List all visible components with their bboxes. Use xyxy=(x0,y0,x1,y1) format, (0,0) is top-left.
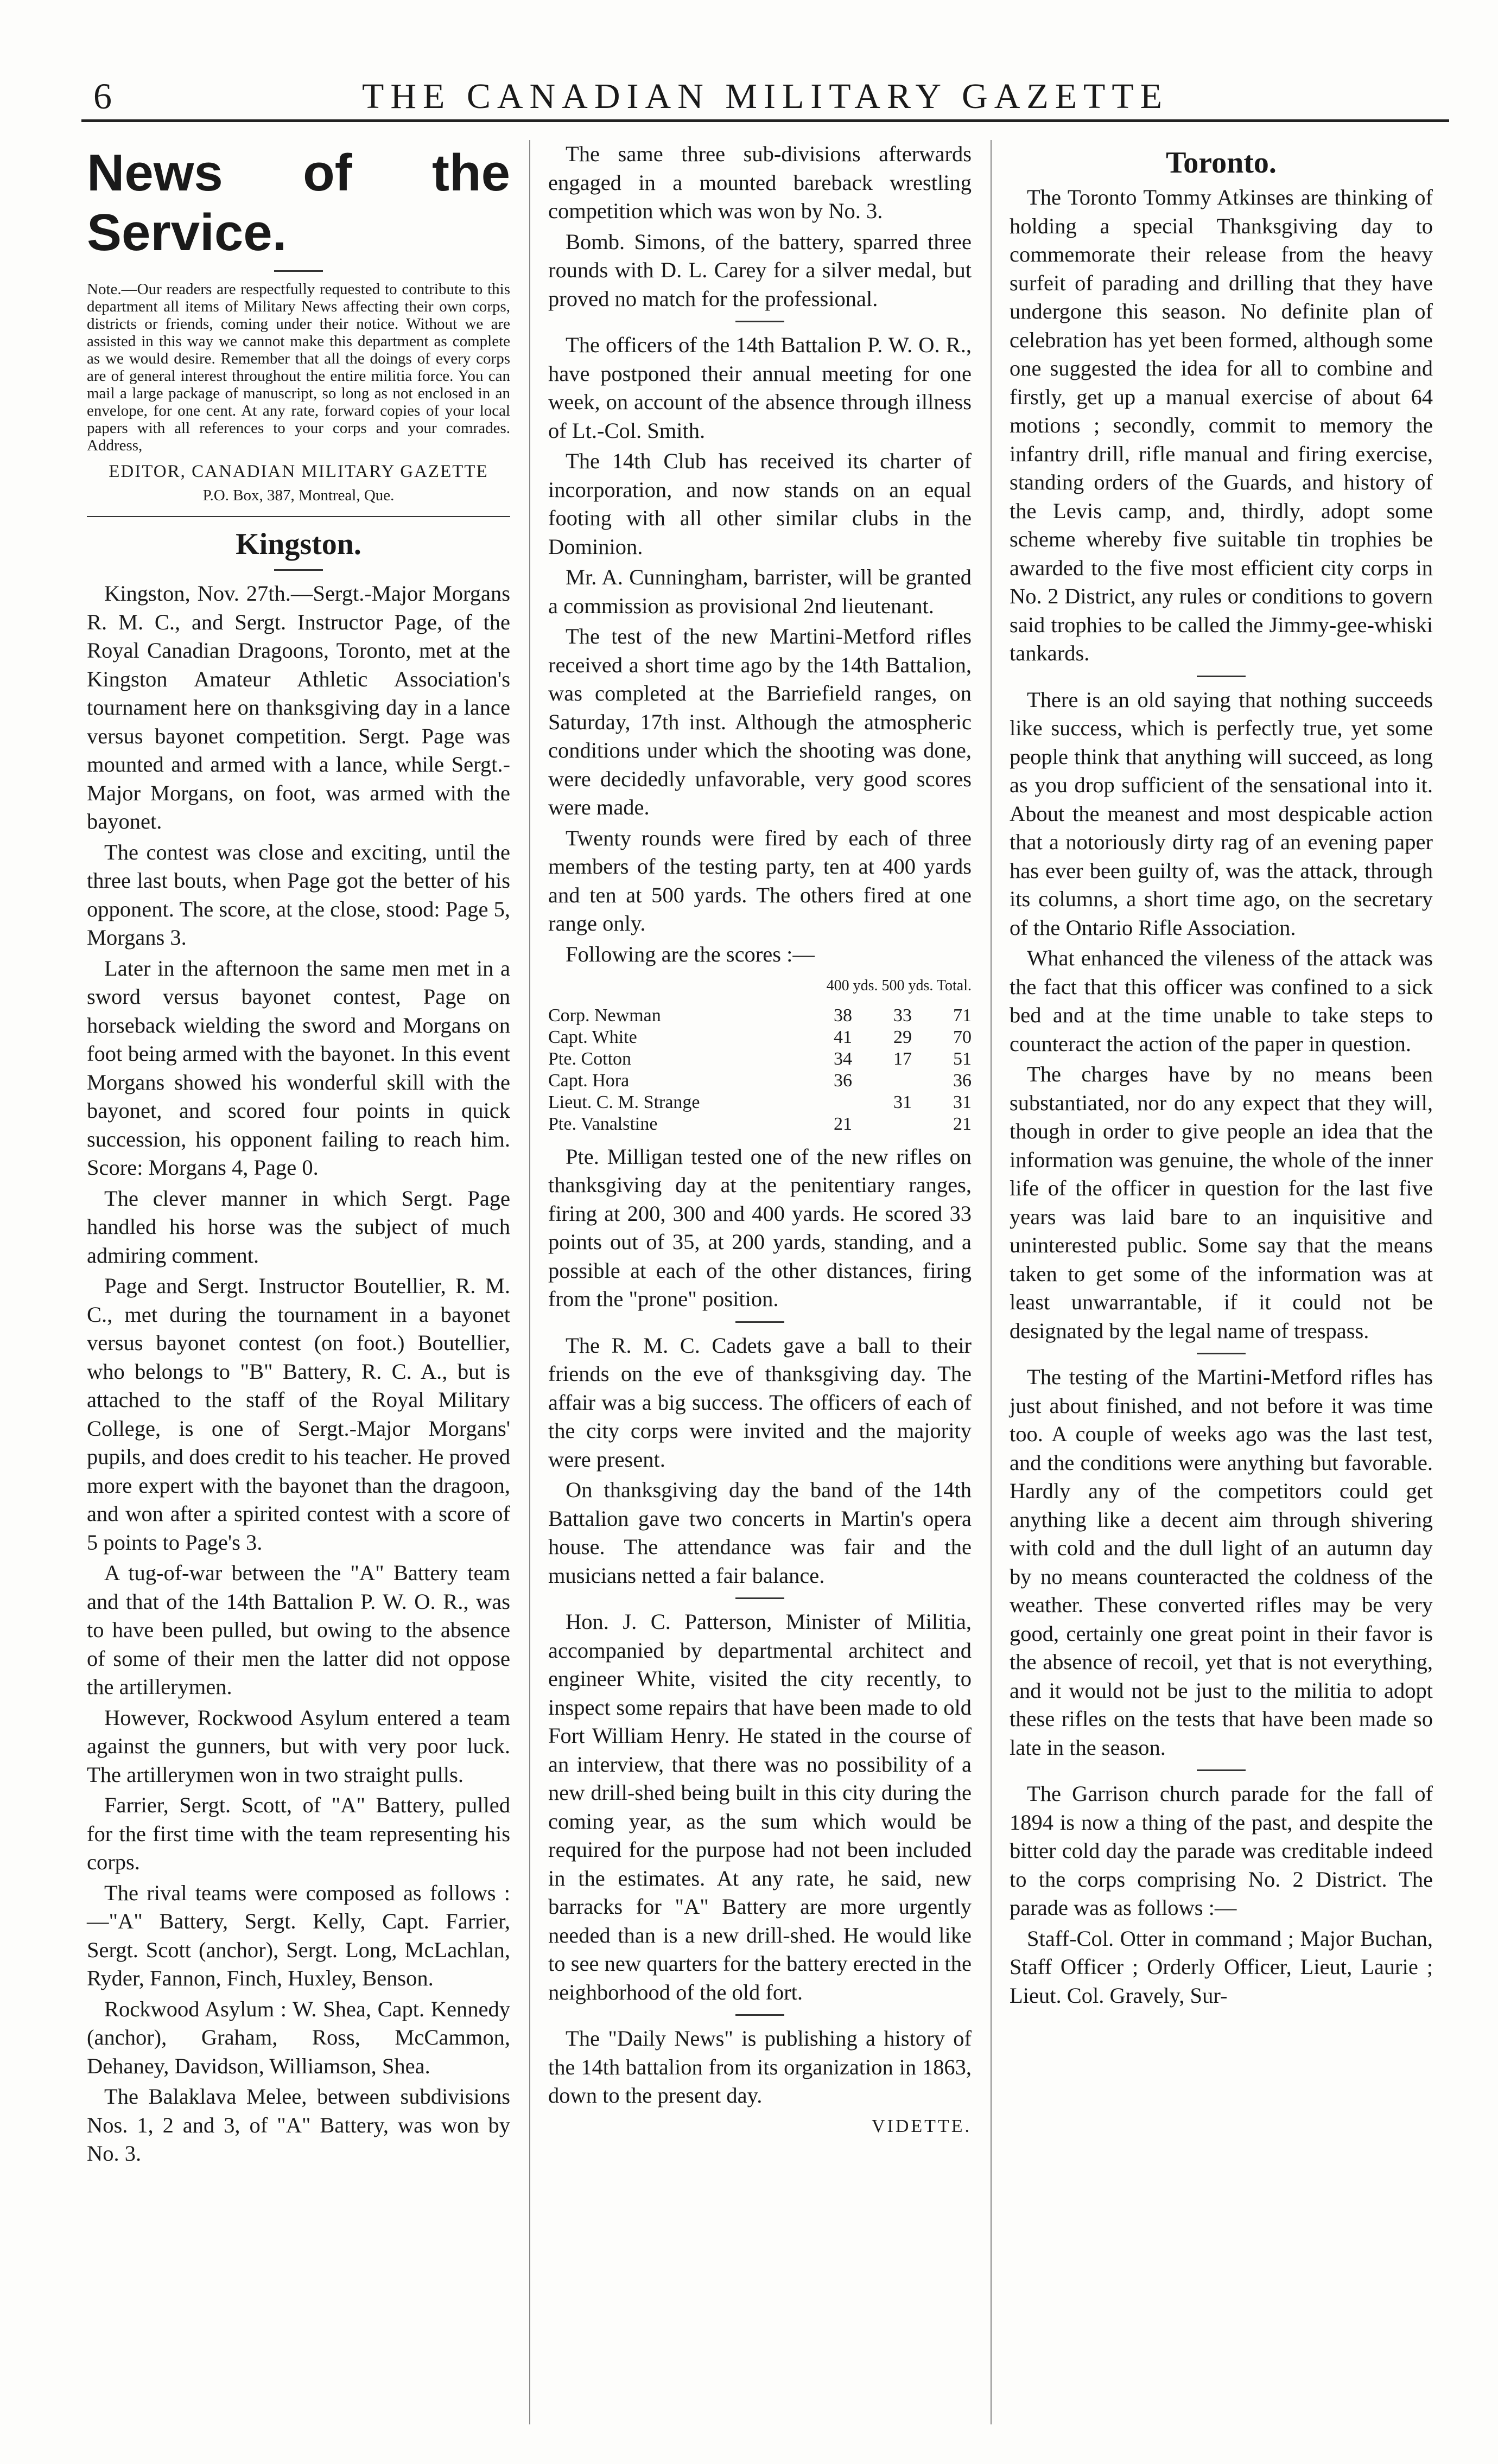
shooter-name: Pte. Vanalstine xyxy=(548,1113,658,1134)
table-row xyxy=(548,1048,972,1070)
score-500 xyxy=(852,1113,912,1135)
article-paragraph: Rockwood Asylum : W. Shea, Capt. Kennedy (anchor), Graham, Ross, McCammon, Dehaney, Davidson, Williamson, Shea. xyxy=(87,1996,510,2078)
article-paragraph: Hon. J. C. Patterson, Minister of Militia, accompanied by departmental architect and engineer White, visited the city recently, to inspect some repairs that have been made to old Fort William Henry. He stated in the course of an interview, that there was no possibility of a new drill-shed being built in this city during the coming year, as the sum which would be required for the purpose had not been included in the estimates. At any rate, he said, new barracks for "A" Battery are more urgently needed than is a new drill-shed. He would like to see new quarters for the battery erected in the neighborhood of the old fort. xyxy=(548,1609,972,2004)
page-number: 6 xyxy=(93,75,112,117)
score-400: 21 xyxy=(834,1113,852,1134)
article-paragraph: Bomb. Simons, of the battery, sparred three rounds with D. L. Carey for a silver medal, but proved no match for the professional. xyxy=(548,229,972,311)
article-paragraph: The testing of the Martini-Metford rifles has just about finished, and not before it was time too. A couple of weeks ago was the last test, and the conditions were anything but favorable. Hardly any of the competitors could get anything like a decent aim through shivering with cold and the dull light of an autumn day by no means counteracted the coldness of the weather. These converted rifles may be very good, certainly one great point in their favor is the absence of recoil, yet that is not everything, and it would not be just to the militia to adopt these rifles on the tests that have been made so late in the season. xyxy=(1010,1365,1433,1760)
divider xyxy=(1197,1353,1246,1354)
article-paragraph: However, Rockwood Asylum entered a team against the gunners, but with very poor luck. The artillerymen won in two straight pulls. xyxy=(87,1705,510,1787)
score-500 xyxy=(852,1070,912,1092)
table-row xyxy=(548,1005,972,1027)
score-500: 31 xyxy=(893,1092,912,1112)
article-paragraph: The R. M. C. Cadets gave a ball to their friends on the eve of thanksgiving day. The affair was a big success. The officers of each of the city corps were invited and the majority were present. xyxy=(548,1333,972,1472)
table-row xyxy=(548,1070,972,1092)
article-paragraph: Twenty rounds were fired by each of three members of the testing party, ten at 400 yards and ten at 500 yards. The others fired at one range only. xyxy=(548,825,972,935)
shooter-name: Lieut. C. M. Strange xyxy=(548,1092,700,1112)
article-paragraph: Following are the scores :— xyxy=(566,941,815,966)
article-paragraph: A tug-of-war between the "A" Battery team and that of the 14th Battalion P. W. O. R., was to have been pulled, but owing to the absence of some of their men the latter did not oppose the artillerymen. xyxy=(87,1561,510,1699)
news-of-the-service-title: News of the Service. xyxy=(87,144,510,262)
article-paragraph: The rival teams were composed as follows :—"A" Battery, Sergt. Kelly, Capt. Farrier, Sergt. Scott (anchor), Sergt. Long, McLachlan, Ryder, Fannon, Finch, Huxley, Benson. xyxy=(87,1880,510,1990)
column-2 xyxy=(548,140,972,2141)
editor-note: Note.—Our readers are respectfully requested to contribute to this department all items of Military News affecting their own corps, districts or friends, coming under their notice. Without we are assisted in this way we cannot make this department as complete as we would desire. Remember that all the doings of every corps are of general interest throughout the entire militia force. You can mail a large package of manuscript, so long as not enclosed in an envelope, for one cent. At any rate, forward copies of your local papers with all references to your corps and your comrades. Address, xyxy=(87,281,510,454)
divider xyxy=(274,270,323,272)
toronto-heading: Toronto. xyxy=(1166,146,1277,180)
divider xyxy=(735,321,784,322)
table-row xyxy=(548,1027,972,1048)
divider xyxy=(1197,1769,1246,1771)
article-paragraph: The Toronto Tommy Atkinses are thinking of holding a special Thanksgiving day to commemorate their release from the heavy surfeit of parading and drilling that they have undergone this season. No definite plan of celebration has yet been formed, although some one suggested the idea for all to combine and firstly, get up a manual exercise of about 64 motions ; secondly, commit to memory the infantry drill, rifle manual and firing exercise, standing orders of the Guards, and history of the Levis camp, and, thirdly, adopt some scheme whereby five suitable tin trophies be awarded to the five most efficient city corps in No. 2 District, any rules or conditions to govern said trophies to be called the Jimmy-gee-whiski tankards. xyxy=(1010,185,1433,665)
score-400: 34 xyxy=(834,1048,852,1069)
article-paragraph: The Balaklava Melee, between subdivisions Nos. 1, 2 and 3, of "A" Battery, was won by No. 3. xyxy=(87,2084,510,2166)
article-paragraph: On thanksgiving day the band of the 14th Battalion gave two concerts in Martin's opera house. The attendance was fair and the musicians netted a fair balance. xyxy=(548,1478,972,1588)
column-3 xyxy=(1010,140,1433,2012)
column-rule xyxy=(529,140,530,2424)
score-total: 21 xyxy=(953,1113,972,1134)
article-paragraph: Staff-Col. Otter in command ; Major Buchan, Staff Officer ; Orderly Officer, Lieut, Laurie ; Lieut. Col. Gravely, Sur- xyxy=(1010,1926,1433,2008)
article-paragraph: The contest was close and exciting, until the three last bouts, when Page got the better of his opponent. The score, at the close, stood: Page 5, Morgans 3. xyxy=(87,839,510,950)
score-400 xyxy=(792,1092,852,1113)
article-paragraph: Kingston, Nov. 27th.—Sergt.-Major Morgans R. M. C., and Sergt. Instructor Page, of the Royal Canadian Dragoons, Toronto, met at the Kingston Amateur Athletic Association's tournament here on thanksgiving day in a lance versus bayonet competition. Sergt. Page was mounted and armed with a lance, while Sergt.-Major Morgans, on foot, was armed with the bayonet. xyxy=(87,581,510,833)
score-table-header: 400 yds. 500 yds. Total. xyxy=(826,977,972,994)
score-500: 29 xyxy=(893,1027,912,1047)
kingston-heading: Kingston. xyxy=(236,527,361,561)
divider xyxy=(274,569,323,571)
article-paragraph: The Garrison church parade for the fall of 1894 is now a thing of the past, and despite the bitter cold day the parade was creditable indeed to the corps comprising No. 2 District. The parade was as follows :— xyxy=(1010,1781,1433,1920)
score-total: 36 xyxy=(953,1070,972,1091)
divider xyxy=(1197,676,1246,677)
divider xyxy=(735,1321,784,1323)
page-header xyxy=(81,71,1449,122)
score-500: 17 xyxy=(893,1048,912,1069)
divider xyxy=(87,516,510,517)
article-paragraph: Later in the afternoon the same men met in a sword versus bayonet contest, Page on horseback wielding the sword and Morgans on foot being armed with the bayonet. In this event Morgans showed his wonderful skill with the bayonet, and scored four points in quick succession, his opponent failing to reach him. Score: Morgans 4, Page 0. xyxy=(87,956,510,1180)
score-total: 70 xyxy=(953,1027,972,1047)
article-paragraph: Mr. A. Cunningham, barrister, will be granted a commission as provisional 2nd lieutenant. xyxy=(548,565,972,618)
score-total: 71 xyxy=(953,1005,972,1026)
article-paragraph: There is an old saying that nothing succeeds like success, which is perfectly true, yet some people think that anything will succeed, as long as you drop sufficient of the sensational into it. About the meanest and most despicable action that a notoriously dirty rag of an evening paper has ever been guilty of, was the attack, through its columns, a short time ago, on the secretary of the Ontario Rifle Association. xyxy=(1010,687,1433,940)
score-table xyxy=(548,1005,972,1135)
article-paragraph: Pte. Milligan tested one of the new rifles on thanksgiving day at the penitentiary ranges, firing at 200, 300 and 400 yards. He scored 33 points out of 35, at 200 yards, standing, and a possible at each of the other distances, firing from the "prone" position. xyxy=(548,1144,972,1311)
column-rule xyxy=(991,140,992,2424)
score-total: 51 xyxy=(953,1048,972,1069)
table-row xyxy=(548,1092,972,1113)
divider xyxy=(735,2014,784,2016)
score-400: 36 xyxy=(834,1070,852,1091)
masthead: THE CANADIAN MILITARY GAZETTE xyxy=(362,77,1169,116)
score-500: 33 xyxy=(893,1005,912,1026)
shooter-name: Capt. White xyxy=(548,1027,637,1047)
table-row xyxy=(548,1113,972,1135)
author-signature: VIDETTE. xyxy=(871,2116,972,2136)
po-box: P.O. Box, 387, Montreal, Que. xyxy=(202,487,395,504)
article-paragraph: The same three sub-divisions afterwards engaged in a mounted bareback wrestling competition which was won by No. 3. xyxy=(548,142,972,223)
article-paragraph: The test of the new Martini-Metford rifles received a short time ago by the 14th Battalion, was completed at the Barriefield ranges, on Saturday, 17th inst. Although the atmospheric conditions under which the shooting was done, were decidedly unfavorable, very good scores were made. xyxy=(548,624,972,819)
shooter-name: Capt. Hora xyxy=(548,1070,630,1091)
article-paragraph: The charges have by no means been substantiated, nor do any expect that they will, though in order to give people an idea that the information was genuine, the whole of the inner life of the officer in question for the last five years was laid bare to an inquisitive and uninterested public. Some say that the means taken to get some of the information was at least unwarrantable, if it could not be designated by the legal name of trespass. xyxy=(1010,1062,1433,1343)
column-1 xyxy=(87,140,510,2170)
article-paragraph: The officers of the 14th Battalion P. W. O. R., have postponed their annual meeting for one week, on account of the absence through illness of Lt.-Col. Smith. xyxy=(548,333,972,443)
editor-address: EDITOR, CANADIAN MILITARY GAZETTE xyxy=(109,462,488,481)
shooter-name: Corp. Newman xyxy=(548,1005,661,1026)
article-paragraph: The 14th Club has received its charter of incorporation, and now stands on an equal footing with all other similar clubs in the Dominion. xyxy=(548,449,972,559)
score-400: 38 xyxy=(834,1005,852,1026)
article-paragraph: What enhanced the vileness of the attack was the fact that this officer was confined to a sick bed and at the time unable to take steps to counteract the action of the paper in question. xyxy=(1010,946,1433,1056)
article-paragraph: The "Daily News" is publishing a history of the 14th battalion from its organization in 1863, down to the present day. xyxy=(548,2026,972,2108)
score-total: 31 xyxy=(953,1092,972,1112)
score-400: 41 xyxy=(834,1027,852,1047)
article-paragraph: Page and Sergt. Instructor Boutellier, R. M. C., met during the tournament in a bayonet versus bayonet contest (on foot.) Boutellier, who belongs to "B" Battery, R. C. A., but is attached to the staff of the Royal Military College, is one of Sergt.-Major Morgans' pupils, and does credit to his teacher. He proved more expert with the bayonet than the dragoon, and won after a spirited contest with a score of 5 points to Page's 3. xyxy=(87,1274,510,1555)
article-paragraph: Farrier, Sergt. Scott, of "A" Battery, pulled for the first time with the team representing his corps. xyxy=(87,1793,510,1874)
shooter-name: Pte. Cotton xyxy=(548,1048,632,1069)
divider xyxy=(735,1597,784,1599)
article-paragraph: The clever manner in which Sergt. Page handled his horse was the subject of much admiring comment. xyxy=(87,1186,510,1268)
